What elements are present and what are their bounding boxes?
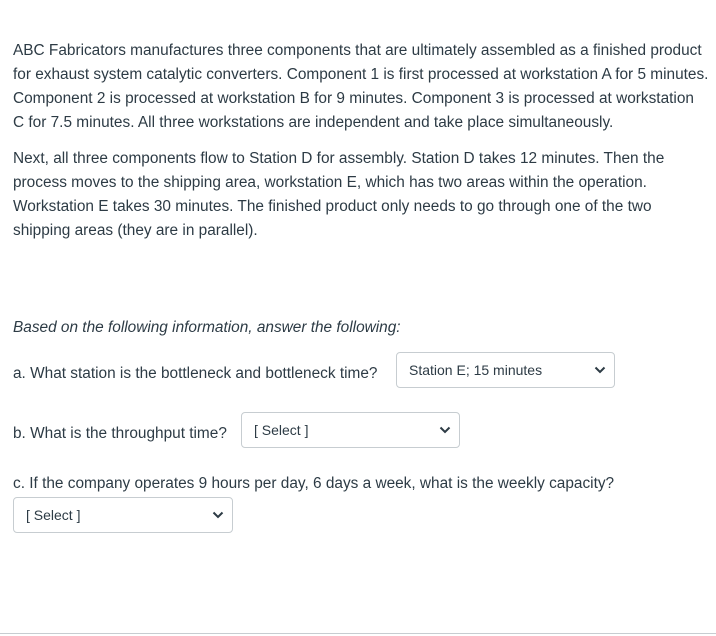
question-a-dropdown[interactable] xyxy=(396,352,615,388)
question-c-selected-value: [ Select ] xyxy=(26,507,81,523)
chevron-down-icon xyxy=(439,426,451,434)
question-b-selected-value: [ Select ] xyxy=(254,422,309,438)
question-b-dropdown[interactable] xyxy=(241,412,460,448)
question-c-label: c. If the company operates 9 hours per day, 6 days a week, what is the weekly capacity? xyxy=(13,475,615,492)
chevron-down-icon xyxy=(594,366,606,374)
question-c-dropdown[interactable] xyxy=(13,497,233,533)
question-body xyxy=(13,39,709,243)
problem-paragraph-2: Next, all three components flow to Station D for assembly. Station D takes 12 minutes. Then the process moves to the shipping area, workstation E, which has two areas within the operation. Workstation E takes 30 minutes. The finished product only needs to go through one of the two shipping areas (they are in parallel). xyxy=(13,150,665,239)
bottom-divider xyxy=(0,633,716,634)
instruction-prompt: Based on the following information, answer the following: xyxy=(13,319,401,336)
question-a-label: a. What station is the bottleneck and bottleneck time? xyxy=(13,365,378,382)
question-b-label: b. What is the throughput time? xyxy=(13,425,227,442)
problem-paragraph-1: ABC Fabricators manufactures three components that are ultimately assembled as a finished product for exhaust system catalytic converters. Component 1 is first processed at workstation A for 5 minutes. Component 2 is processed at workstation B for 9 minutes. Component 3 is processed at workstation C for 7.5 minutes. All three workstations are independent and take place simultaneously. xyxy=(13,42,709,131)
chevron-down-icon xyxy=(212,511,224,519)
question-a-selected-value: Station E; 15 minutes xyxy=(409,362,543,378)
